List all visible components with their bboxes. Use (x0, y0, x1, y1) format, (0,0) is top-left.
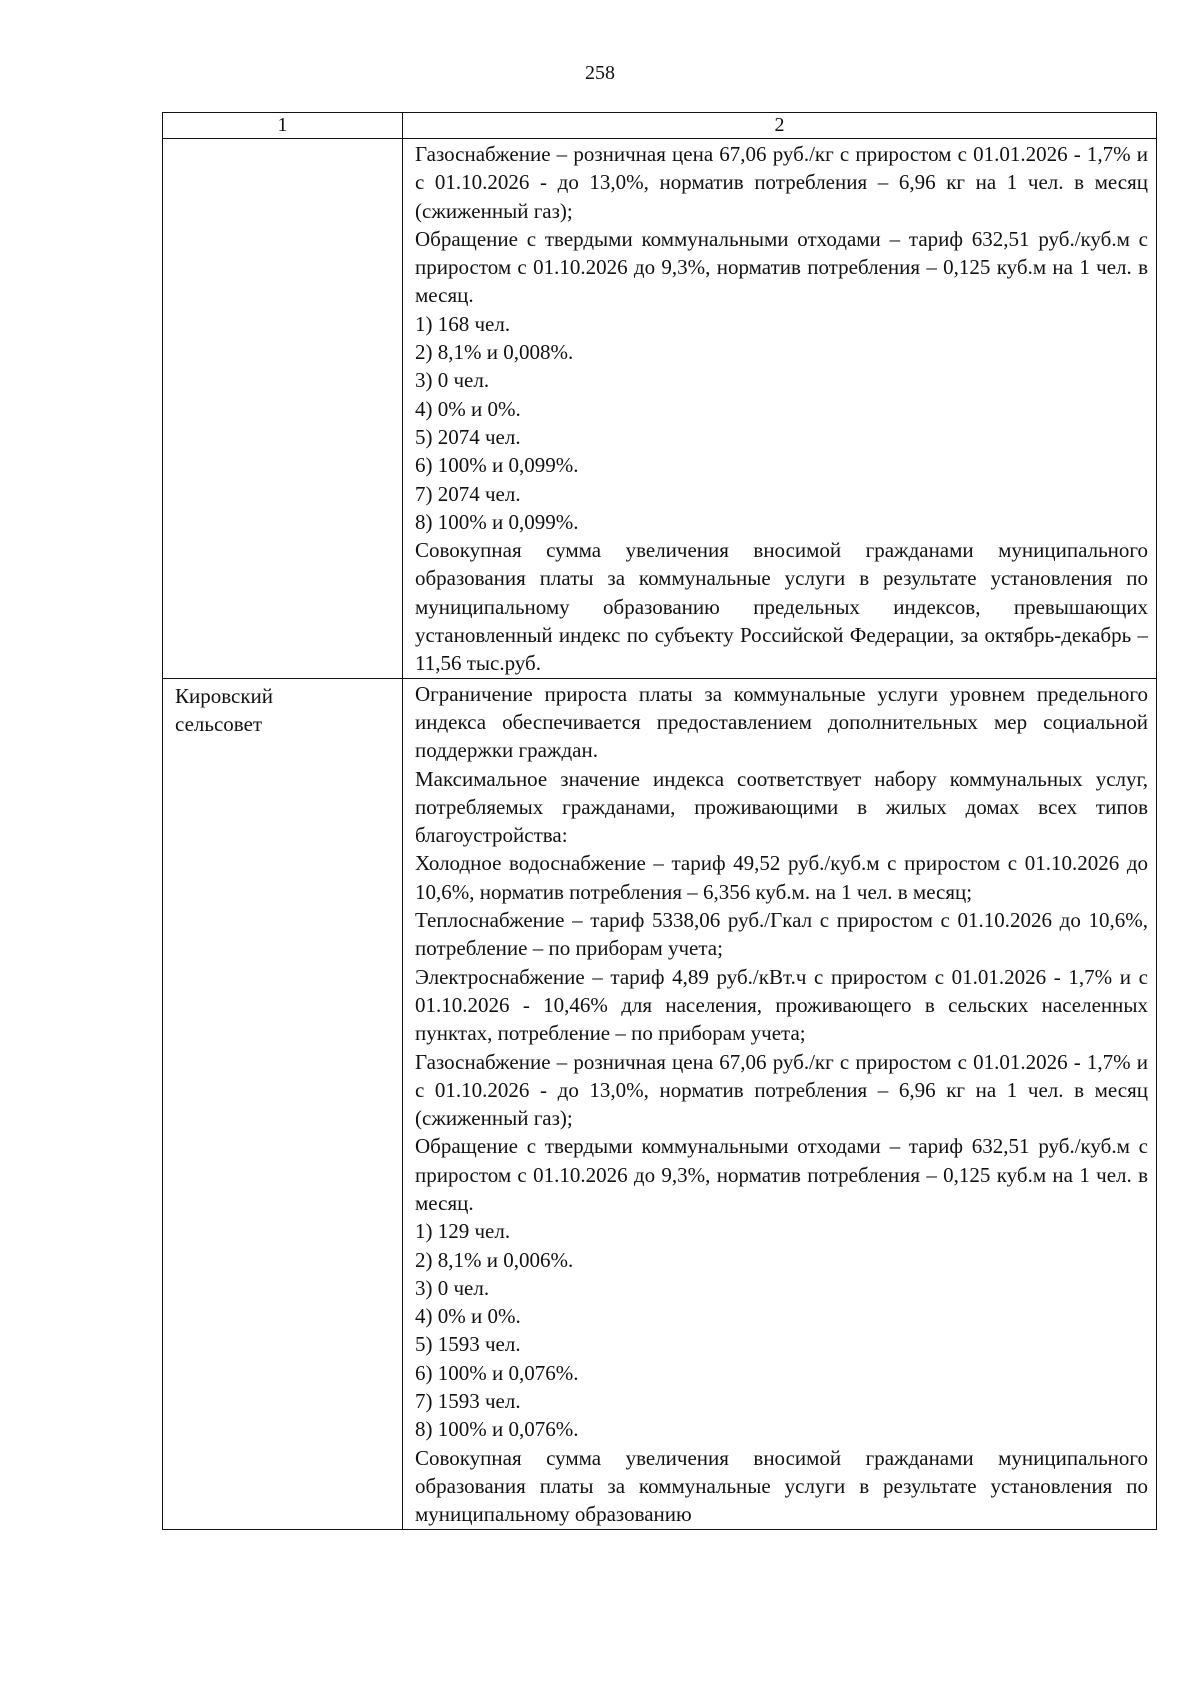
list-item: 2) 8,1% и 0,008%. (415, 340, 574, 365)
summary-paragraph: Совокупная сумма увеличения вносимой гражданами муниципального образования платы за коммунальные услуги в результате установления по муниципальному образованию (415, 1445, 1148, 1527)
summary-paragraph: Совокупная сумма увеличения вносимой гражданами муниципального образования платы за коммунальные услуги в результате установления по муниципальному образованию предельных индексов, превышающих установленный индекс по субъекту Российской Федерации, за октябрь-декабрь – 11,56 тыс.руб. (415, 538, 1148, 676)
limit-paragraph: Ограничение прироста платы за коммунальные услуги уровнем предельного индекса обеспечивается предоставлением дополнительных мер социальной поддержки граждан. (415, 681, 1148, 763)
list-item: 4) 0% и 0%. (415, 1304, 521, 1329)
waste-paragraph: Обращение с твердыми коммунальными отходами – тариф 632,51 руб./куб.м с приростом с 01.10.2026 до 9,3%, норматив потребления – 0,125 куб.м на 1 чел. в месяц. (415, 226, 1148, 308)
list-item: 5) 1593 чел. (415, 1332, 521, 1357)
list-item: 7) 1593 чел. (415, 1389, 521, 1414)
list-item: 4) 0% и 0%. (415, 396, 521, 421)
table-header-row (163, 113, 1157, 139)
list-item: 8) 100% и 0,076%. (415, 1417, 579, 1442)
header-col-1: 1 (163, 113, 403, 139)
heating-paragraph: Теплоснабжение – тариф 5338,06 руб./Гкал с приростом с 01.10.2026 до 10,6%, потребление – по приборам учета; (415, 908, 1148, 961)
municipality-name-line: сельсовет (175, 711, 263, 736)
list-item: 1) 168 чел. (415, 311, 511, 336)
list-item: 3) 0 чел. (415, 368, 490, 393)
description-cell (403, 678, 1157, 1529)
max-index-paragraph: Максимальное значение индекса соответствует набору коммунальных услуг, потребляемых гражданами, проживающими в жилых домах всех типов благоустройства: (415, 766, 1148, 848)
list-item: 5) 2074 чел. (415, 424, 521, 449)
list-item: 6) 100% и 0,076%. (415, 1360, 579, 1385)
page-number: 258 (585, 62, 615, 84)
description-cell (403, 139, 1157, 679)
list-item: 2) 8,1% и 0,006%. (415, 1247, 574, 1272)
gas-supply-paragraph: Газоснабжение – розничная цена 67,06 руб./кг с приростом с 01.01.2026 - 1,7% и с 01.10.2026 - до 13,0%, норматив потребления – 6,96 кг на 1 чел. в месяц (сжиженный газ); (415, 142, 1148, 223)
cold-water-paragraph: Холодное водоснабжение – тариф 49,52 руб./куб.м с приростом с 01.10.2026 до 10,6%, норматив потребления – 6,356 куб.м. на 1 чел. в месяц; (415, 851, 1148, 904)
data-table (162, 112, 1157, 1530)
list-item: 3) 0 чел. (415, 1275, 490, 1300)
table-row (163, 678, 1157, 1529)
list-item: 6) 100% и 0,099%. (415, 453, 579, 478)
municipality-cell (163, 139, 403, 679)
waste-paragraph: Обращение с твердыми коммунальными отходами – тариф 632,51 руб./куб.м с приростом с 01.10.2026 до 9,3%, норматив потребления – 0,125 куб.м на 1 чел. в месяц. (415, 1134, 1148, 1215)
municipality-cell (163, 678, 403, 1529)
gas-supply-paragraph: Газоснабжение – розничная цена 67,06 руб./кг с приростом с 01.01.2026 - 1,7% и с 01.10.2026 - до 13,0%, норматив потребления – 6,96 кг на 1 чел. в месяц (сжиженный газ); (415, 1049, 1148, 1131)
list-item: 1) 129 чел. (415, 1219, 511, 1244)
list-item: 8) 100% и 0,099%. (415, 509, 579, 534)
table-row (163, 139, 1157, 679)
municipality-name-line: Кировский (175, 683, 274, 708)
list-item: 7) 2074 чел. (415, 481, 521, 506)
electricity-paragraph: Электроснабжение – тариф 4,89 руб./кВт.ч с приростом с 01.01.2026 - 1,7% и с 01.10.2026 - 10,46% для населения, проживающего в сельских населенных пунктах, потребление – по приборам учета; (415, 964, 1148, 1046)
header-col-2: 2 (403, 113, 1157, 139)
